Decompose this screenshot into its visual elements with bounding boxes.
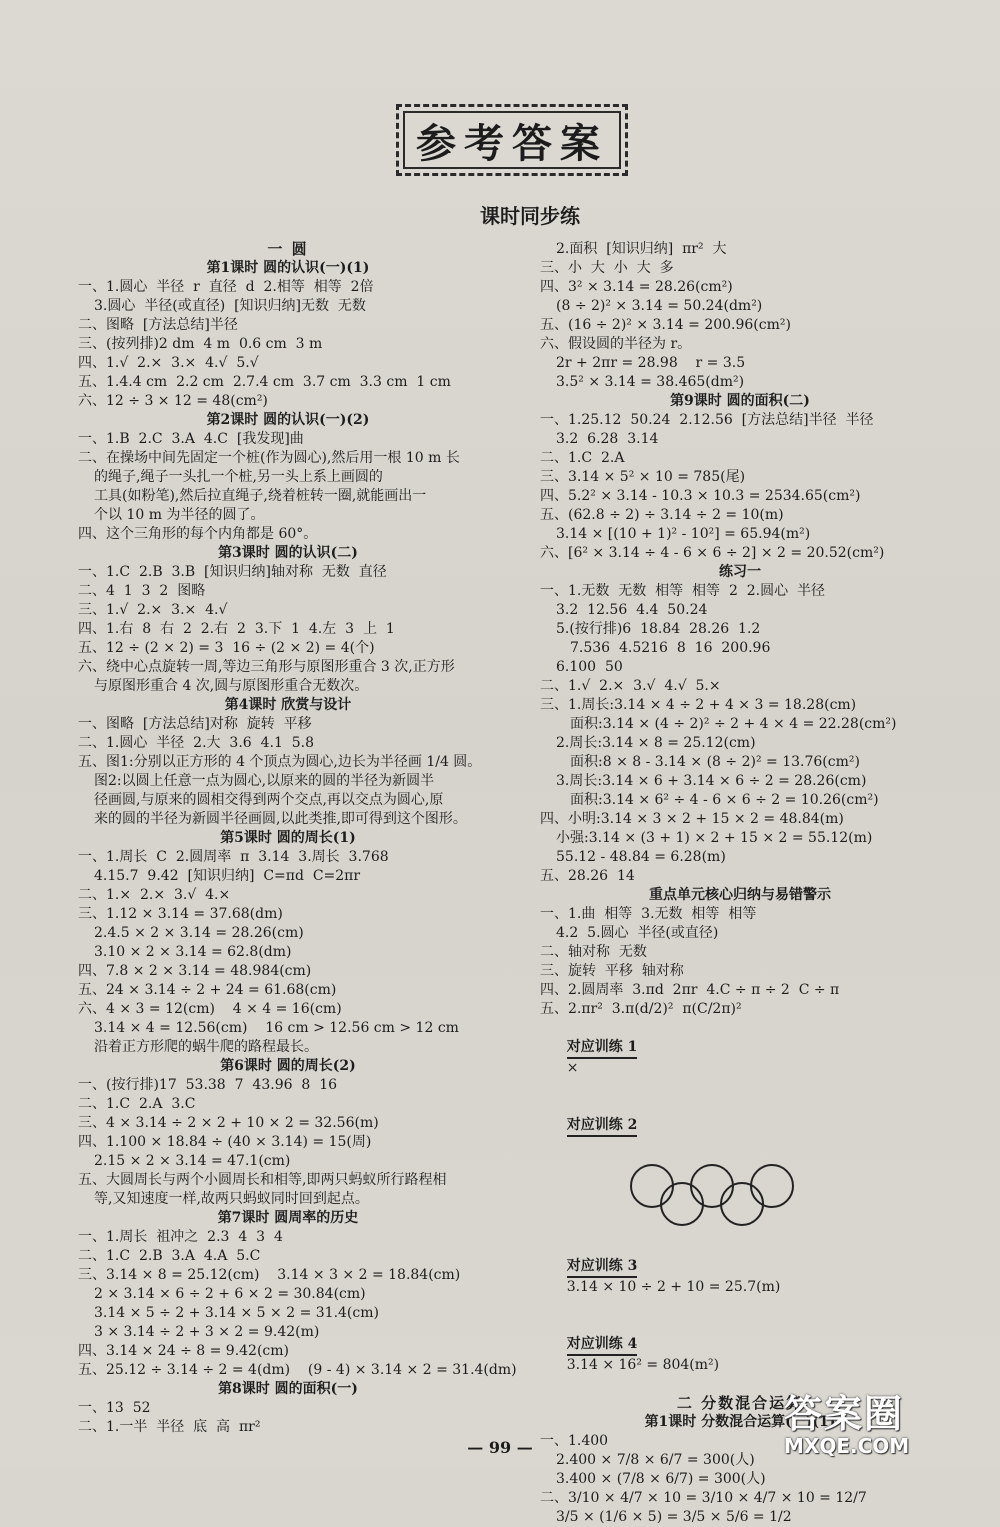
answer-line: 一、1.曲 相等 3.无数 相等 相等: [540, 906, 757, 922]
answer-line: 一、1.B 2.C 3.A 4.C [我发现]曲: [78, 431, 304, 447]
answer-line: 二、3/10 × 4/7 × 10 = 3/10 × 4/7 × 10 = 12/7: [540, 1490, 867, 1506]
answer-line: 3 × 3.14 ÷ 2 + 3 × 2 = 9.42(m): [94, 1324, 320, 1340]
answer-line: 二、轴对称 无数: [540, 944, 647, 960]
answer-line: 一、1.圆心 半径 r 直径 d 2.相等 相等 2倍: [78, 279, 374, 295]
answer-line: 五、12 ÷ (2 × 2) = 3 16 ÷ (2 × 2) = 4(个): [78, 640, 375, 656]
answer-line: 来的圆的半径为新圆半径画圆,以此类推,即可得到这个图形。: [94, 811, 467, 827]
answer-line: 四、5.2² × 3.14 - 10.3 × 10.3 = 2534.65(cm²): [540, 488, 861, 504]
answer-line: 三、旋转 平移 轴对称: [540, 963, 684, 979]
answer-line: 一、图略 [方法总结]对称 旋转 平移: [78, 716, 312, 732]
answer-line: 五、2.πr² 3.π(d/2)² π(C/2π)²: [540, 1001, 742, 1017]
answer-line: 六、12 ÷ 3 × 12 = 48(cm²): [78, 393, 268, 409]
lesson-heading: 第2课时 圆的认识(一)(2): [206, 412, 370, 428]
answer-line: 面积:3.14 × (4 ÷ 2)² ÷ 2 + 4 × 4 = 22.28(cm²): [570, 716, 897, 732]
training-3-answer: 3.14 × 10 ÷ 2 + 10 = 25.7(m): [566, 1279, 781, 1295]
watermark-line1: 答案圈: [784, 1392, 905, 1436]
unit-heading: 一 圆: [267, 240, 309, 258]
olympic-rings-figure: [630, 1160, 770, 1230]
answer-line: 三、3.14 × 8 = 25.12(cm) 3.14 × 3 × 2 = 18.84(cm): [78, 1267, 461, 1283]
training-4-label: 对应训练 4: [567, 1335, 638, 1356]
answer-line: 2r + 2πr = 28.98 r = 3.5: [556, 355, 746, 371]
answer-line: 图2:以圆上任意一点为圆心,以原来的圆的半径为新圆半: [94, 773, 435, 789]
answer-line: 五、25.12 ÷ 3.14 ÷ 2 = 4(dm) (9 - 4) × 3.14 × 2 = 31.4(dm): [78, 1362, 517, 1378]
answer-line: 3.2 6.28 3.14: [556, 431, 659, 447]
training-1: [540, 1019, 940, 1097]
answer-line: 五、(62.8 ÷ 2) ÷ 3.14 ÷ 2 = 10(m): [540, 507, 784, 523]
answer-line: 2.周长:3.14 × 8 = 25.12(cm): [556, 735, 756, 751]
answer-line: 四、小明:3.14 × 3 × 2 + 15 × 2 = 48.84(m): [540, 811, 844, 827]
answer-line: 三、1.周长:3.14 × 4 ÷ 2 + 4 × 3 = 18.28(cm): [540, 697, 857, 713]
answer-line: 个以 10 m 为半径的圆了。: [94, 507, 265, 523]
answer-line: 三、1.√ 2.× 3.× 4.√: [78, 602, 228, 618]
answer-line: 六、4 × 3 = 12(cm) 4 × 4 = 16(cm): [78, 1001, 342, 1017]
lesson-heading: 第6课时 圆的周长(2): [220, 1058, 356, 1074]
answer-line: 3.5² × 3.14 = 38.465(dm²): [556, 374, 745, 390]
answer-line: 2.15 × 2 × 3.14 = 47.1(cm): [94, 1153, 291, 1169]
ring-5: [750, 1164, 794, 1208]
answer-line: (8 ÷ 2)² × 3.14 = 50.24(dm²): [556, 298, 763, 314]
training-2-label: 对应训练 2: [567, 1116, 638, 1137]
answer-line: 3.14 × [(10 + 1)² - 10²] = 65.94(m²): [556, 526, 811, 542]
answer-line: 与原图形重合 4 次,圆与原图形重合无数次。: [94, 678, 369, 694]
answer-line: 五、(16 ÷ 2)² × 3.14 = 200.96(cm²): [540, 317, 791, 333]
answer-line: 一、1.25.12 50.24 2.12.56 [方法总结]半径 半径: [540, 412, 874, 428]
answer-line: 二、1.C 2.A 3.C: [78, 1096, 196, 1112]
answer-line: 二、1.C 2.A: [540, 450, 625, 466]
answer-line: 二、4 1 3 2 图略: [78, 583, 206, 599]
answer-line: 一、1.周长 C 2.圆周率 π 3.14 3.周长 3.768: [78, 849, 389, 865]
section-header: 课时同步练: [480, 204, 580, 228]
lesson-heading: 第5课时 圆的周长(1): [220, 830, 356, 846]
answer-line: 2.400 × 7/8 × 6/7 = 300(人): [556, 1452, 755, 1468]
answer-line: 四、3.14 × 24 ÷ 8 = 9.42(cm): [78, 1343, 289, 1359]
lesson-heading: 第1课时 圆的认识(一)(1): [206, 260, 370, 276]
answer-line: 面积:3.14 × 6² ÷ 4 - 6 × 6 ÷ 2 = 10.26(cm²): [570, 792, 879, 808]
answer-line: 5.(按行排)6 18.84 28.26 1.2: [556, 621, 761, 637]
answer-line: 3.14 × 5 ÷ 2 + 3.14 × 5 × 2 = 31.4(cm): [94, 1305, 379, 1321]
training-4-answer: 3.14 × 16² = 804(m²): [566, 1357, 720, 1373]
answer-line: 二、1.C 2.B 3.A 4.A 5.C: [78, 1248, 261, 1264]
left-column: [78, 240, 517, 1437]
answer-line: 55.12 - 48.84 = 6.28(m): [556, 849, 726, 865]
watermark-line2: MXQE.COM: [784, 1434, 910, 1458]
lesson-heading: 第1课时 分数混合运算(一)(1): [644, 1414, 836, 1430]
answer-line: 六、假设圆的半径为 r。: [540, 336, 692, 352]
answer-line: 三、3.14 × 5² × 10 = 785(尾): [540, 469, 746, 485]
lesson-heading: 第9课时 圆的面积(二): [670, 393, 810, 409]
answer-line: 3.400 × (7/8 × 6/7) = 300(人): [556, 1471, 766, 1487]
training-1-label: 对应训练 1: [567, 1038, 638, 1059]
answer-line: 4.2 5.圆心 半径(或直径): [556, 925, 719, 941]
lesson-heading: 第8课时 圆的面积(一): [218, 1381, 358, 1397]
watermark-logo: [784, 1383, 994, 1463]
answer-line: 3.圆心 半径(或直径) [知识归纳]无数 无数: [94, 298, 366, 314]
answer-line: 四、2.圆周率 3.πd 2πr 4.C ÷ π ÷ 2 C ÷ π: [540, 982, 840, 998]
unit-heading: 二 分数混合运算: [676, 1394, 804, 1412]
answer-line: 3.周长:3.14 × 6 + 3.14 × 6 ÷ 2 = 28.26(cm): [556, 773, 867, 789]
answer-line: 三、(按列排)2 dm 4 m 0.6 cm 3 m: [78, 336, 323, 352]
answer-line: 五、图1:分别以正方形的 4 个顶点为圆心,边长为半径画 1/4 圆。: [78, 754, 482, 770]
answer-line: 六、[6² × 3.14 ÷ 4 - 6 × 6 ÷ 2] × 2 = 20.52(cm²): [540, 545, 885, 561]
answer-line: 四、3² × 3.14 = 28.26(cm²): [540, 279, 733, 295]
answer-line: 五、大圆周长与两个小圆周长和相等,即两只蚂蚁所行路程相: [78, 1172, 447, 1188]
answer-line: 径画圆,与原来的圆相交得到两个交点,再以交点为圆心,原: [94, 792, 444, 808]
training-3-label: 对应训练 3: [567, 1257, 638, 1278]
answer-line: 2.面积 [知识归纳] πr² 大: [556, 241, 727, 257]
training-2: [540, 1097, 940, 1156]
answer-line: 五、28.26 14: [540, 868, 635, 884]
answer-line: 6.100 50: [556, 659, 623, 675]
training-3: [540, 1238, 940, 1316]
answer-line: 四、7.8 × 2 × 3.14 = 48.984(cm): [78, 963, 312, 979]
answer-line: 4.15.7 9.42 [知识归纳] C=πd C=2πr: [94, 868, 361, 884]
answer-line: 等,又知速度一样,故两只蚂蚁同时回到起点。: [94, 1191, 369, 1207]
answer-line: 3.10 × 2 × 3.14 = 62.8(dm): [94, 944, 292, 960]
answer-line: 一、1.C 2.B 3.B [知识归纳]轴对称 无数 直径: [78, 564, 387, 580]
answer-line: 四、1.√ 2.× 3.× 4.√ 5.√: [78, 355, 259, 371]
page-number: — 99 —: [467, 1438, 533, 1457]
answer-line: 一、1.400: [540, 1433, 609, 1449]
answer-line: 二、1.一半 半径 底 高 πr²: [78, 1419, 261, 1435]
answer-line: 一、13 52: [78, 1400, 151, 1416]
answer-line: 沿着正方形爬的蜗牛爬的路程最长。: [94, 1039, 318, 1055]
answer-line: 3.2 12.56 4.4 50.24: [556, 602, 708, 618]
answer-line: 四、1.100 × 18.84 ÷ (40 × 3.14) = 15(周): [78, 1134, 372, 1150]
lesson-heading: 重点单元核心归纳与易错警示: [649, 887, 831, 903]
answer-line: 三、小 大 小 大 多: [540, 260, 674, 276]
answer-line: 2 × 3.14 × 6 ÷ 2 + 6 × 2 = 30.84(cm): [94, 1286, 366, 1302]
answer-line: 3/5 × (1/6 × 5) = 3/5 × 5/6 = 1/2: [556, 1509, 792, 1525]
answer-line: 四、1.右 8 右 2 2.右 2 3.下 1 4.左 3 上 1: [78, 621, 395, 637]
right-column-answers: [540, 240, 940, 1019]
lesson-heading: 第4课时 欣赏与设计: [224, 697, 352, 713]
answer-line: 五、1.4.4 cm 2.2 cm 2.7.4 cm 3.7 cm 3.3 cm 1 cm: [78, 374, 451, 390]
lesson-heading: 第3课时 圆的认识(二): [218, 545, 358, 561]
answer-line: 五、24 × 3.14 ÷ 2 + 24 = 61.68(cm): [78, 982, 337, 998]
answer-line: 7.536 4.5216 8 16 200.96: [570, 640, 771, 656]
answer-line: 六、绕中心点旋转一周,等边三角形与原图形重合 3 次,正方形: [78, 659, 455, 675]
lesson-heading: 练习一: [719, 564, 761, 580]
answer-line: 四、这个三角形的每个内角都是 60°。: [78, 526, 318, 542]
answer-line: 的绳子,绳子一头扎一个桩,另一头上系上画圆的: [94, 469, 383, 485]
training-1-answer: ×: [566, 1060, 579, 1076]
answer-line: 二、1.√ 2.× 3.√ 4.√ 5.×: [540, 678, 721, 694]
page-title: 参考答案: [396, 104, 628, 176]
answer-line: 二、1.× 2.× 3.√ 4.×: [78, 887, 231, 903]
answer-line: 工具(如粉笔),然后拉直绳子,绕着桩转一圈,就能画出一: [94, 488, 427, 504]
answer-line: 二、在操场中间先固定一个桩(作为圆心),然后用一根 10 m 长: [78, 450, 460, 466]
answer-line: 一、1.无数 无数 相等 相等 2 2.圆心 半径: [540, 583, 826, 599]
answer-line: 一、(按行排)17 53.38 7 43.96 8 16: [78, 1077, 338, 1093]
answer-line: 3.14 × 4 = 12.56(cm) 16 cm > 12.56 cm > 12 cm: [94, 1020, 459, 1036]
answer-line: 三、4 × 3.14 ÷ 2 × 2 + 10 × 2 = 32.56(m): [78, 1115, 379, 1131]
answer-line: 小强:3.14 × (3 + 1) × 2 + 15 × 2 = 55.12(m): [556, 830, 873, 846]
answer-line: 一、1.周长 祖冲之 2.3 4 3 4: [78, 1229, 283, 1245]
answer-line: 二、图略 [方法总结]半径: [78, 317, 238, 333]
answer-line: 2.4.5 × 2 × 3.14 = 28.26(cm): [94, 925, 304, 941]
lesson-heading: 第7课时 圆周率的历史: [217, 1210, 359, 1226]
right-column: [540, 240, 940, 1527]
answer-line: 面积:8 × 8 - 3.14 × (8 ÷ 2)² = 13.76(cm²): [570, 754, 860, 770]
answer-line: 二、1.圆心 半径 2.大 3.6 4.1 5.8: [78, 735, 315, 751]
answer-line: 三、1.12 × 3.14 = 37.68(dm): [78, 906, 283, 922]
